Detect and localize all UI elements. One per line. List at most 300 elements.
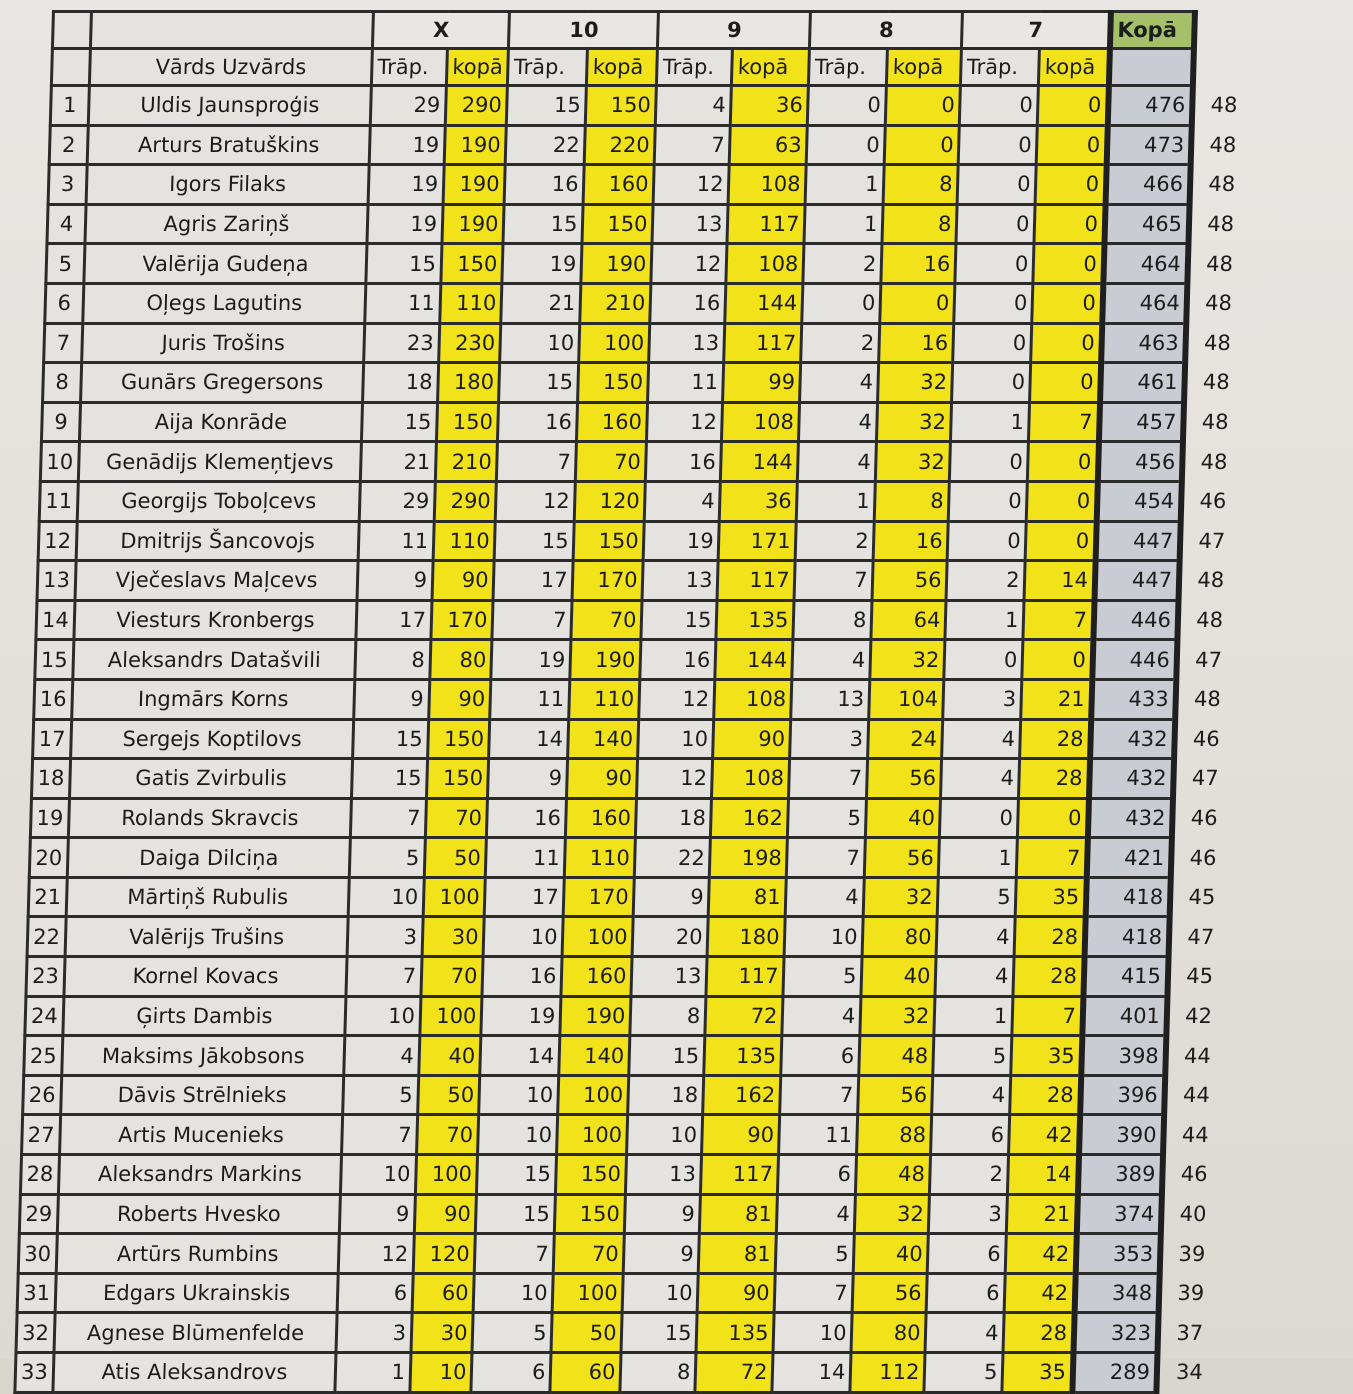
sum-cell: 70 xyxy=(417,1115,480,1155)
hits-cell: 6 xyxy=(928,1234,1007,1274)
total-cell: 454 xyxy=(1097,481,1182,521)
hits-cell: 4 xyxy=(792,640,871,680)
table-row xyxy=(44,323,1249,363)
total-cell: 433 xyxy=(1091,679,1176,719)
athlete-name: Valērija Gudeņa xyxy=(84,244,367,284)
sum-cell: 0 xyxy=(1026,521,1097,561)
hits-cell: 4 xyxy=(941,759,1020,799)
hits-cell: 16 xyxy=(650,283,726,323)
row-number: 2 xyxy=(49,125,88,165)
total-cell: 446 xyxy=(1093,600,1178,640)
athlete-name: Valērijs Trušins xyxy=(65,917,348,957)
sum-cell: 150 xyxy=(555,1194,626,1234)
hits-cell: 29 xyxy=(359,481,435,521)
hits-cell: 19 xyxy=(644,521,720,561)
athlete-name: Ingmārs Korns xyxy=(72,679,355,719)
sum-cell: 36 xyxy=(731,86,809,126)
hits-cell: 15 xyxy=(641,600,717,640)
sum-cell: 28 xyxy=(1015,917,1086,957)
extra-value: 45 xyxy=(1188,885,1216,910)
hits-cell: 4 xyxy=(656,86,732,126)
hits-header: Trāp. xyxy=(657,49,733,86)
table-row xyxy=(28,877,1233,917)
table-row xyxy=(16,1313,1221,1353)
table-row xyxy=(47,204,1252,244)
sum-cell: 162 xyxy=(703,1075,781,1115)
extra-value: 48 xyxy=(1195,608,1224,633)
hits-cell: 18 xyxy=(363,363,439,403)
sum-cell: 135 xyxy=(716,600,794,640)
athlete-name: Genādijs Klemeņtjevs xyxy=(78,442,361,482)
sum-cell: 220 xyxy=(585,125,656,165)
group-header-9: 9 xyxy=(658,12,811,49)
row-number: 1 xyxy=(50,86,89,126)
table-row xyxy=(40,442,1245,482)
hits-cell: 15 xyxy=(507,86,587,126)
sum-cell: 108 xyxy=(712,759,790,799)
sum-cell: 81 xyxy=(709,877,787,917)
total-cell: 463 xyxy=(1101,323,1186,363)
sum-cell: 10 xyxy=(410,1353,473,1393)
group-header-10: 10 xyxy=(509,12,659,49)
hits-cell: 7 xyxy=(350,798,426,838)
extra-value: 37 xyxy=(1176,1320,1204,1345)
row-number: 23 xyxy=(26,957,65,997)
hits-header: Trāp. xyxy=(809,49,888,86)
total-cell: 418 xyxy=(1086,877,1171,917)
hits-cell: 9 xyxy=(354,679,430,719)
row-number: 28 xyxy=(20,1155,59,1195)
hits-cell: 11 xyxy=(490,679,570,719)
table-row xyxy=(29,838,1234,878)
sum-cell: 80 xyxy=(430,640,493,680)
hits-cell: 9 xyxy=(634,877,710,917)
hits-cell: 15 xyxy=(476,1194,556,1234)
hits-cell: 10 xyxy=(623,1273,699,1313)
sum-cell: 56 xyxy=(867,759,942,799)
table-row xyxy=(35,640,1240,680)
sum-cell: 0 xyxy=(1018,798,1089,838)
hits-cell: 1 xyxy=(806,165,885,205)
hits-cell: 13 xyxy=(649,323,725,363)
sum-cell: 8 xyxy=(875,481,950,521)
sum-cell: 32 xyxy=(877,402,952,442)
sum-cell: 0 xyxy=(886,86,961,126)
sum-cell: 108 xyxy=(729,165,807,205)
hits-cell: 11 xyxy=(648,363,724,403)
sum-cell: 63 xyxy=(730,125,808,165)
extra-value: 45 xyxy=(1186,964,1214,989)
table-row xyxy=(31,759,1236,799)
sum-cell: 0 xyxy=(1034,204,1105,244)
sum-cell: 14 xyxy=(1008,1155,1079,1195)
sum-cell: 210 xyxy=(435,442,498,482)
row-number: 18 xyxy=(31,759,70,799)
hits-cell: 11 xyxy=(486,838,566,878)
sum-cell: 160 xyxy=(584,165,655,205)
total-cell: 464 xyxy=(1103,244,1188,284)
hits-cell: 1 xyxy=(804,204,883,244)
athlete-name: Georgijs Toboļcevs xyxy=(77,481,360,521)
sum-cell: 180 xyxy=(708,917,786,957)
hits-cell: 12 xyxy=(639,679,715,719)
hits-cell: 0 xyxy=(953,323,1032,363)
athlete-name: Arturs Bratuškins xyxy=(87,125,370,165)
hits-cell: 8 xyxy=(793,600,872,640)
row-number: 12 xyxy=(38,521,77,561)
athlete-name: Roberts Hvesko xyxy=(57,1194,340,1234)
total-cell: 456 xyxy=(1098,442,1183,482)
sum-cell: 28 xyxy=(1020,719,1091,759)
sum-cell: 32 xyxy=(878,363,953,403)
row-number: 30 xyxy=(18,1234,57,1274)
row-number: 29 xyxy=(19,1194,58,1234)
total-cell: 398 xyxy=(1081,1036,1166,1076)
sum-cell: 150 xyxy=(586,86,657,126)
hits-cell: 5 xyxy=(938,877,1017,917)
hits-cell: 12 xyxy=(496,481,576,521)
hits-cell: 4 xyxy=(786,877,865,917)
athlete-name: Aleksandrs Markins xyxy=(58,1155,341,1195)
sum-cell: 198 xyxy=(710,838,788,878)
hits-cell: 11 xyxy=(365,283,441,323)
sum-cell: 90 xyxy=(432,561,495,601)
sum-cell: 30 xyxy=(422,917,485,957)
athlete-name: Agris Zariņš xyxy=(85,204,368,244)
sum-cell: 100 xyxy=(415,1155,478,1195)
sum-cell: 0 xyxy=(1028,442,1099,482)
table-row xyxy=(49,125,1254,165)
sum-cell: 70 xyxy=(421,957,484,997)
sum-cell: 56 xyxy=(858,1075,933,1115)
hits-cell: 7 xyxy=(342,1115,418,1155)
sum-cell: 70 xyxy=(554,1234,625,1274)
hits-cell: 15 xyxy=(361,402,437,442)
sum-cell: 160 xyxy=(561,957,632,997)
hits-cell: 16 xyxy=(646,442,722,482)
sum-cell: 0 xyxy=(1033,244,1104,284)
hits-cell: 2 xyxy=(796,521,875,561)
hits-cell: 7 xyxy=(789,759,868,799)
sum-cell: 28 xyxy=(1013,957,1084,997)
sum-header: kopā xyxy=(587,49,658,86)
sum-cell: 144 xyxy=(715,640,793,680)
sum-cell: 56 xyxy=(853,1273,928,1313)
corner-cell xyxy=(52,12,91,49)
row-number: 31 xyxy=(17,1273,56,1313)
table-row xyxy=(19,1194,1224,1234)
athlete-name: Edgars Ukrainskis xyxy=(55,1273,338,1313)
hits-cell: 1 xyxy=(939,838,1018,878)
hits-cell: 12 xyxy=(651,244,727,284)
hits-cell: 10 xyxy=(500,323,580,363)
sum-cell: 135 xyxy=(696,1313,774,1353)
sum-cell: 120 xyxy=(575,481,646,521)
athlete-name: Oļegs Lagutins xyxy=(83,283,366,323)
sum-cell: 32 xyxy=(870,640,945,680)
hits-cell: 16 xyxy=(505,165,585,205)
hits-cell: 14 xyxy=(489,719,569,759)
sum-cell: 72 xyxy=(695,1353,773,1393)
hits-cell: 9 xyxy=(488,759,568,799)
extra-column-subheader xyxy=(1193,49,1256,86)
sum-cell: 30 xyxy=(411,1313,474,1353)
hits-cell: 0 xyxy=(952,363,1031,403)
sum-cell: 32 xyxy=(855,1194,930,1234)
athlete-name: Sergejs Koptilovs xyxy=(71,719,354,759)
extra-column-header xyxy=(1194,12,1257,49)
hits-cell: 10 xyxy=(627,1115,703,1155)
hits-cell: 15 xyxy=(629,1036,705,1076)
hits-cell: 7 xyxy=(794,561,873,601)
sum-header: kopā xyxy=(887,49,962,86)
sum-cell: 0 xyxy=(1030,363,1101,403)
extra-value: 47 xyxy=(1187,924,1215,949)
table-row xyxy=(30,798,1235,838)
sum-cell: 40 xyxy=(419,1036,482,1076)
hits-cell: 11 xyxy=(779,1115,858,1155)
sum-cell: 0 xyxy=(1032,283,1103,323)
hits-cell: 5 xyxy=(776,1234,855,1274)
group-header-8: 8 xyxy=(810,12,963,49)
hits-cell: 16 xyxy=(640,640,716,680)
sum-cell: 100 xyxy=(563,917,634,957)
extra-value: 34 xyxy=(1175,1360,1204,1385)
sum-cell: 190 xyxy=(442,204,505,244)
extra-value: 48 xyxy=(1200,449,1228,474)
hits-cell: 0 xyxy=(956,204,1035,244)
row-number: 16 xyxy=(34,679,73,719)
total-cell: 389 xyxy=(1078,1155,1163,1195)
sum-cell: 80 xyxy=(863,917,938,957)
sum-cell: 290 xyxy=(434,481,497,521)
extra-value: 44 xyxy=(1181,1122,1209,1147)
hits-cell: 4 xyxy=(925,1313,1004,1353)
hits-cell: 12 xyxy=(637,759,713,799)
row-number: 21 xyxy=(28,877,67,917)
sum-cell: 16 xyxy=(879,323,954,363)
table-row xyxy=(24,1036,1229,1076)
sum-cell: 150 xyxy=(556,1155,627,1195)
row-number: 22 xyxy=(27,917,66,957)
sum-cell: 90 xyxy=(414,1194,477,1234)
extra-value: 39 xyxy=(1178,1241,1206,1266)
hits-cell: 5 xyxy=(783,957,862,997)
hits-cell: 4 xyxy=(777,1194,856,1234)
extra-value: 48 xyxy=(1201,410,1229,435)
row-number: 25 xyxy=(24,1036,63,1076)
sum-cell: 160 xyxy=(566,798,637,838)
sum-cell: 144 xyxy=(721,442,799,482)
sum-cell: 120 xyxy=(413,1234,476,1274)
hits-cell: 4 xyxy=(800,363,879,403)
sum-cell: 190 xyxy=(581,244,652,284)
sum-cell: 36 xyxy=(720,481,798,521)
athlete-name: Maksims Jākobsons xyxy=(62,1036,345,1076)
total-subheader xyxy=(1109,49,1194,86)
athlete-name: Artis Mucenieks xyxy=(60,1115,343,1155)
sum-cell: 170 xyxy=(572,561,643,601)
sum-cell: 7 xyxy=(1029,402,1100,442)
hits-cell: 20 xyxy=(633,917,709,957)
sum-cell: 21 xyxy=(1007,1194,1078,1234)
sum-cell: 48 xyxy=(856,1155,931,1195)
extra-value: 48 xyxy=(1209,132,1237,157)
extra-value: 48 xyxy=(1208,172,1236,197)
hits-cell: 0 xyxy=(940,798,1019,838)
corner-cell xyxy=(90,12,373,49)
hits-cell: 21 xyxy=(501,283,581,323)
hits-cell: 16 xyxy=(482,957,562,997)
total-cell: 374 xyxy=(1077,1194,1162,1234)
athlete-name: Dāvis Strēlnieks xyxy=(61,1075,344,1115)
athlete-name: Juris Trošins xyxy=(82,323,365,363)
hits-cell: 0 xyxy=(960,86,1039,126)
sum-cell: 16 xyxy=(874,521,949,561)
sum-cell: 140 xyxy=(568,719,639,759)
hits-cell: 10 xyxy=(478,1115,558,1155)
total-cell: 396 xyxy=(1080,1075,1165,1115)
hits-cell: 16 xyxy=(487,798,567,838)
athlete-name: Aija Konrāde xyxy=(79,402,362,442)
total-cell: 353 xyxy=(1076,1234,1161,1274)
hits-cell: 5 xyxy=(472,1313,552,1353)
sum-cell: 110 xyxy=(565,838,636,878)
sum-cell: 72 xyxy=(705,996,783,1036)
hits-cell: 10 xyxy=(785,917,864,957)
sum-cell: 28 xyxy=(1010,1075,1081,1115)
sum-cell: 16 xyxy=(881,244,956,284)
row-number: 7 xyxy=(44,323,83,363)
row-number: 32 xyxy=(16,1313,55,1353)
sum-cell: 8 xyxy=(882,204,957,244)
athlete-name: Vječeslavs Maļcevs xyxy=(75,561,358,601)
athlete-name: Ģirts Dambis xyxy=(63,996,346,1036)
total-cell: 289 xyxy=(1072,1353,1157,1393)
athlete-name: Gatis Zvirbulis xyxy=(69,759,352,799)
sum-cell: 60 xyxy=(550,1353,621,1393)
table-row xyxy=(25,996,1230,1036)
sum-cell: 80 xyxy=(851,1313,926,1353)
sum-cell: 0 xyxy=(1027,481,1098,521)
sum-cell: 24 xyxy=(868,719,943,759)
sum-cell: 0 xyxy=(1022,640,1093,680)
hits-cell: 1 xyxy=(797,481,876,521)
hits-cell: 15 xyxy=(495,521,575,561)
row-number: 9 xyxy=(41,402,80,442)
hits-cell: 0 xyxy=(958,165,1037,205)
sum-cell: 70 xyxy=(571,600,642,640)
sum-cell: 88 xyxy=(857,1115,932,1155)
hits-cell: 21 xyxy=(360,442,436,482)
sum-cell: 21 xyxy=(1021,679,1092,719)
hits-cell: 0 xyxy=(808,86,887,126)
total-cell: 401 xyxy=(1082,996,1167,1036)
total-header: Kopā xyxy=(1110,12,1195,49)
extra-value: 47 xyxy=(1198,528,1226,553)
hits-cell: 23 xyxy=(364,323,440,363)
total-cell: 432 xyxy=(1089,759,1174,799)
extra-value: 48 xyxy=(1193,687,1222,712)
total-cell: 415 xyxy=(1083,957,1168,997)
row-number: 15 xyxy=(35,640,74,680)
sum-cell: 100 xyxy=(423,877,486,917)
sum-cell: 0 xyxy=(1038,86,1109,126)
athlete-name: Mārtiņš Rubulis xyxy=(66,877,349,917)
table-row xyxy=(43,363,1248,403)
hits-cell: 6 xyxy=(337,1273,413,1313)
hits-header: Trāp. xyxy=(371,49,447,86)
sum-cell: 100 xyxy=(557,1115,628,1155)
hits-cell: 15 xyxy=(477,1155,557,1195)
hits-cell: 13 xyxy=(791,679,870,719)
row-number: 14 xyxy=(36,600,75,640)
sum-cell: 150 xyxy=(578,363,649,403)
table-row xyxy=(38,521,1243,561)
hits-cell: 1 xyxy=(335,1353,411,1393)
sum-cell: 100 xyxy=(553,1273,624,1313)
hits-cell: 10 xyxy=(345,996,421,1036)
hits-cell: 17 xyxy=(356,600,432,640)
hits-cell: 4 xyxy=(937,917,1016,957)
hits-cell: 7 xyxy=(492,600,572,640)
sum-cell: 160 xyxy=(577,402,648,442)
sum-cell: 99 xyxy=(723,363,801,403)
hits-cell: 10 xyxy=(479,1075,559,1115)
hits-cell: 14 xyxy=(480,1036,560,1076)
hits-cell: 9 xyxy=(357,561,433,601)
hits-cell: 0 xyxy=(959,125,1038,165)
sum-cell: 190 xyxy=(570,640,641,680)
hits-cell: 22 xyxy=(635,838,711,878)
sub-header-row xyxy=(51,49,1256,86)
hits-cell: 5 xyxy=(788,798,867,838)
extra-value: 44 xyxy=(1183,1043,1212,1068)
hits-cell: 5 xyxy=(343,1075,419,1115)
total-cell: 465 xyxy=(1104,204,1189,244)
sum-header: kopā xyxy=(446,49,509,86)
sum-cell: 117 xyxy=(724,323,802,363)
sum-cell: 70 xyxy=(425,798,488,838)
athlete-name: Uldis Jaunsproģis xyxy=(88,86,371,126)
extra-value: 48 xyxy=(1204,291,1233,316)
hits-cell: 0 xyxy=(950,442,1029,482)
extra-value: 44 xyxy=(1182,1083,1211,1108)
athlete-name: Gunārs Gregersons xyxy=(81,363,364,403)
results-table xyxy=(13,10,1258,1394)
sum-cell: 0 xyxy=(880,283,955,323)
index-header xyxy=(51,49,90,86)
table-row xyxy=(20,1155,1225,1195)
sum-cell: 170 xyxy=(564,877,635,917)
sum-cell: 56 xyxy=(872,561,947,601)
sum-cell: 170 xyxy=(431,600,494,640)
hits-cell: 10 xyxy=(474,1273,554,1313)
hits-cell: 7 xyxy=(655,125,731,165)
sum-cell: 190 xyxy=(560,996,631,1036)
hits-cell: 13 xyxy=(642,561,718,601)
sum-cell: 7 xyxy=(1023,600,1094,640)
sum-cell: 28 xyxy=(1019,759,1090,799)
total-cell: 466 xyxy=(1106,165,1191,205)
extra-value: 48 xyxy=(1203,330,1232,355)
sum-cell: 90 xyxy=(702,1115,780,1155)
hits-cell: 4 xyxy=(782,996,861,1036)
hits-cell: 15 xyxy=(621,1313,697,1353)
row-number: 5 xyxy=(46,244,85,284)
hits-cell: 8 xyxy=(620,1353,696,1393)
sum-cell: 35 xyxy=(1002,1353,1073,1393)
